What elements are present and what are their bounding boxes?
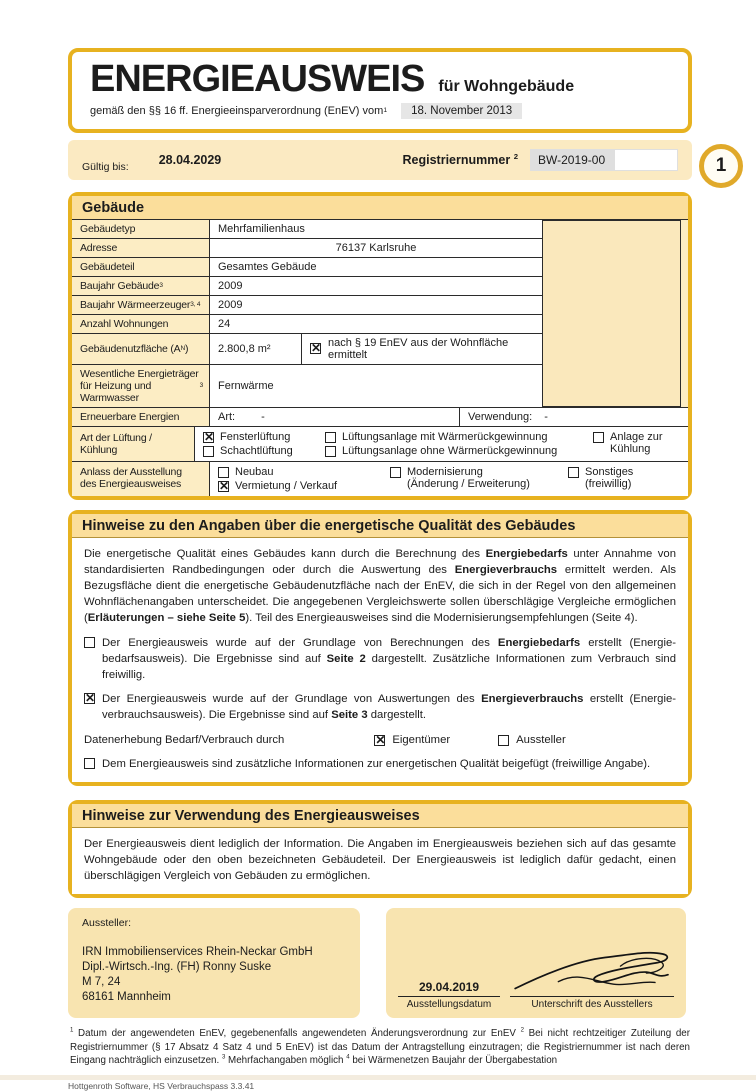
law-text: gemäß den §§ 16 ff. Energieeinsparverordnung (EnEV) vom xyxy=(90,104,384,117)
validity-bar xyxy=(68,140,692,180)
anlass-label-line2: des Energieausweises xyxy=(80,477,182,490)
table-row-lueftung: Art der Lüftung / Kühlung ✕ Fensterlüftung Schachtlüftung Lüftungsanlage mit Wärmerückgewinnung Lüftungsanlage ohne Wärmerückgewinnung Anlage zur Kühlung xyxy=(72,427,688,462)
checkbox-lueftungsanlage-mit-wrg[interactable] xyxy=(325,432,336,443)
option-verbrauchsausweis: ✕ Der Energieausweis wurde auf der Grundlage von Auswertungen des Energieverbrauchs erstellt (Energieverbrauchsausweis). Die Ergebnisse sind auf Seite 3 dargestellt. xyxy=(85,691,676,722)
table-row-adresse: Adresse 76137 Karlsruhe xyxy=(72,239,542,258)
issuer-person: Dipl.-Wirtsch.-Ing. (FH) Ronny Suske xyxy=(82,961,272,974)
option-eigentuemer: ✕ Eigentümer xyxy=(375,732,451,747)
building-section xyxy=(68,192,692,500)
hints-quality-title: Hinweise zu den Angaben über die energetische Qualität des Gebäudes xyxy=(72,514,688,538)
page-title: ENERGIEAUSWEIS xyxy=(90,58,425,100)
option-modernisierung: Modernisierung (Änderung / Erweiterung) xyxy=(390,466,568,492)
table-row-gebaeudetyp: Gebäudetyp Mehrfamilienhaus xyxy=(72,220,542,239)
option-lueftungsanlage-mit-wrg: Lüftungsanlage mit Wärmerückgewinnung xyxy=(325,431,593,443)
signature-block xyxy=(510,945,674,1010)
checkbox-sonstiges[interactable] xyxy=(568,467,579,478)
option-aussteller: Aussteller xyxy=(498,732,566,748)
issuer-label: Aussteller: xyxy=(82,917,132,930)
checkbox-vermietung-verkauf[interactable]: ✕ xyxy=(219,478,230,493)
option-neubau: Neubau xyxy=(218,466,390,478)
checkbox-aussteller[interactable] xyxy=(498,735,509,746)
software-credit: Hottgenroth Software, HS Verbrauchspass 3.3.41 xyxy=(68,1081,255,1091)
checkbox-schachtlueftung[interactable] xyxy=(203,446,214,457)
table-row-baujahr-waermeerzeuger: Baujahr Wärmeerzeuger 3, 4 2009 xyxy=(72,296,542,315)
checkbox-wohnflaeche-ermittelt[interactable]: ✕ xyxy=(311,341,322,356)
law-line: gemäß den §§ 16 ff. Energieeinsparverordnung (EnEV) vom 1 18. November 2013 xyxy=(90,103,670,119)
title-box xyxy=(68,48,692,133)
checkbox-verbrauchsausweis[interactable]: ✕ xyxy=(85,691,96,706)
registry-footnote-marker: 2 xyxy=(513,151,518,161)
option-bedarfsausweis: Der Energieausweis wurde auf der Grundlage von Berechnungen des Energiebedarfs erstellt (Energiebedarfsausweis). Die Ergebnisse sind auf Seite 2 dargestellt. Zusätzliche Informationen zum Verbrauch sind freiwillig. xyxy=(84,635,676,683)
valid-until-label: Gültig bis: xyxy=(82,160,129,173)
hints-usage-title: Hinweise zur Verwendung des Energieausweises xyxy=(72,804,688,828)
table-row-nutzflaeche: Gebäudenutzfläche (A N ) 2.800,8 m² ✕ nach § 19 EnEV aus der Wohnfläche ermittelt xyxy=(72,334,542,365)
scan-edge xyxy=(0,1075,756,1080)
issuer-box xyxy=(68,908,360,1018)
checkbox-modernisierung[interactable] xyxy=(390,467,401,478)
issue-date: 29.04.2019 xyxy=(398,980,500,997)
issuer-city: 68161 Mannheim xyxy=(82,991,171,1004)
registry-redaction xyxy=(615,150,677,170)
footnotes: $^1$ Datum der angewendeten EnEV, gegebenenfalls angewendeten Änderungsverordnung zur EnEV $^2$ Bei nicht rechtzeitiger Zuteilung der Registriernummer (§ 17 Absatz 4 Satz 4 und 5 EnEV) ist das Datum der Antragstellung einzutragen; die Registriernummer ist nach deren Eingang nachträglich einzusetzen. $^3$ Mehrfachangaben möglich $^4$ bei Wärmenetzen Baujahr der Übergabestation xyxy=(70,1028,690,1066)
valid-until-date: 28.04.2029 xyxy=(158,152,222,167)
hints-usage-text: Der Energieausweis dient lediglich der Information. Die Angaben im Energieausweis beziehen sich auf das gesamte Wohngebäude oder den oben bezeichneten Gebäudeteil. Der Energieausweis ist lediglich dafür gedacht, einen überschlägigen Vergleich von Gebäuden zu ermöglichen. xyxy=(84,838,676,883)
hints-quality-section xyxy=(68,510,692,786)
signature-box xyxy=(386,908,686,1018)
option-sonstiges: Sonstiges (freiwillig) xyxy=(568,466,680,492)
checkbox-lueftungsanlage-ohne-wrg[interactable] xyxy=(325,446,336,457)
art-label: Art: xyxy=(218,410,236,423)
table-row-anlass xyxy=(72,462,688,496)
table-row-energietraeger: Wesentliche Energieträger für Heizung und Warmwasser 3 Fernwärme xyxy=(72,365,542,407)
option-fensterlueftung: ✕ Fensterlüftung xyxy=(204,429,291,444)
title-subtitle: für Wohngebäude xyxy=(438,78,575,95)
building-photo-placeholder xyxy=(542,220,681,407)
anlass-label-line1: Anlass der Ausstellung xyxy=(80,465,182,478)
registry-number-field[interactable] xyxy=(530,149,678,171)
issue-date-label: Ausstellungsdatum xyxy=(406,999,492,1011)
hints-usage-section xyxy=(68,800,692,898)
registry-number-value: BW-2019-00 xyxy=(538,152,606,167)
issue-date-block xyxy=(398,980,500,1010)
signature-label: Unterschrift des Ausstellers xyxy=(531,999,653,1011)
hints-usage-body xyxy=(72,828,688,894)
checkbox-zusatzinfo[interactable] xyxy=(84,758,95,769)
table-row-baujahr-gebaeude: Baujahr Gebäude 3 2009 xyxy=(72,277,542,296)
checkbox-eigentuemer[interactable]: ✕ xyxy=(375,732,386,747)
issuer-company: IRN Immobilienservices Rhein-Neckar GmbH xyxy=(82,946,313,959)
checkbox-wohnflaeche-label: nach § 19 EnEV aus der Wohnfläche ermittelt xyxy=(328,336,509,361)
registry-label: Registriernummer $^2$ xyxy=(402,151,518,167)
datenerhebung-row xyxy=(84,732,676,748)
verwendung-label: Verwendung: xyxy=(468,410,533,423)
signature-image xyxy=(510,945,674,1001)
art-value: - xyxy=(261,410,265,423)
checkbox-anlage-kuehlung[interactable] xyxy=(593,432,604,443)
option-lueftungsanlage-ohne-wrg: Lüftungsanlage ohne Wärmerückgewinnung xyxy=(325,445,593,457)
table-row-erneuerbare-energien: Erneuerbare Energien Art: - Verwendung: - xyxy=(72,407,688,427)
verwendung-value: - xyxy=(544,410,548,423)
option-vermietung-verkauf: ✕ Vermietung / Verkauf xyxy=(219,478,338,493)
hints-quality-intro: Die energetische Qualität eines Gebäudes kann durch die Berechnung des Energiebedarfs unter Annahme von standardisierten Randbedingungen oder durch die Auswertung des Energieverbrauchs ermittelt werden. Als Bezugsfläche dient die energetische Gebäudenutzfläche nach der EnEV, die sich in der Regel von den allgemeinen Wohnflächenangaben unterscheidet. Die angegebenen Vergleichswerte sollen überschlägige Vergleiche ermöglichen (Erläuterungen – siehe Seite 5). Teil des Energieausweises sind die Modernisierungsempfehlungen (Seite 4). xyxy=(84,547,676,625)
issuer-area xyxy=(68,908,692,1018)
building-section-title: Gebäude xyxy=(72,196,688,220)
checkbox-fensterlueftung[interactable]: ✕ xyxy=(204,429,215,444)
hints-quality-body xyxy=(72,538,688,782)
option-anlage-kuehlung: Anlage zur Kühlung xyxy=(593,431,680,457)
option-zusatzinfo: Dem Energieausweis sind zusätzliche Informationen zur energetischen Qualität beigefügt (freiwillige Angabe). xyxy=(84,756,676,772)
building-table xyxy=(72,220,688,496)
checkbox-bedarfsausweis[interactable] xyxy=(84,637,95,648)
issuer-street: M 7, 24 xyxy=(82,976,121,989)
checkbox-neubau[interactable] xyxy=(218,467,229,478)
datenerhebung-label: Datenerhebung Bedarf/Verbrauch durch xyxy=(84,734,285,747)
table-row-anzahl-wohnungen: Anzahl Wohnungen 24 xyxy=(72,315,542,334)
photo-column xyxy=(542,220,688,407)
table-row-gebaeudeteil: Gebäudeteil Gesamtes Gebäude xyxy=(72,258,542,277)
enev-date-box: 18. November 2013 xyxy=(401,103,522,119)
page-number-badge: 1 xyxy=(699,144,743,188)
option-schachtlueftung: Schachtlüftung xyxy=(203,445,325,457)
